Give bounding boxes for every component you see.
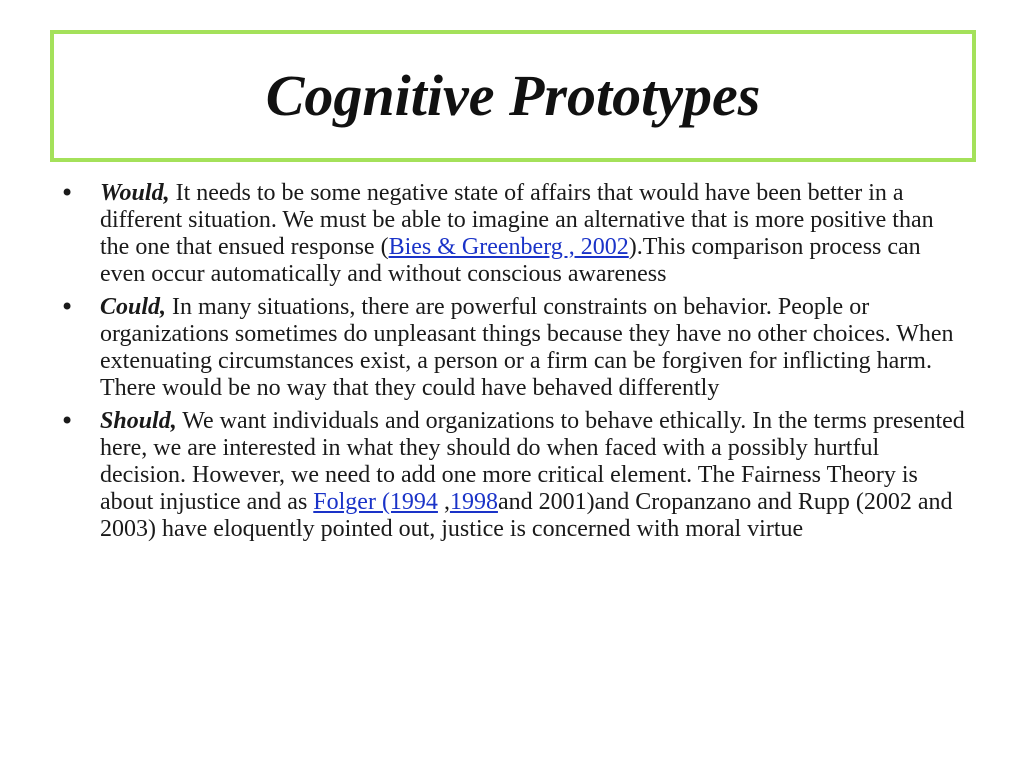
title-box <box>50 30 976 162</box>
citation-link-folger-1994[interactable]: Folger (1994 <box>313 489 438 515</box>
bullet-should <box>60 408 966 543</box>
bullet-icon: • <box>60 179 75 207</box>
bullet-icon: • <box>60 407 75 435</box>
bullet-text: We want individuals and organizations to behave ethically. In the terms presented here, we are interested in what they should do when faced with a possibly hurtful decision. However, we need to add one more critical element. The Fairness Theory is about injustice and as <box>100 408 965 515</box>
bullet-list <box>60 180 966 549</box>
bullet-lead-should: Should, <box>100 408 177 434</box>
bullet-would <box>60 180 966 288</box>
bullet-lead-could: Could, <box>100 294 167 320</box>
bullet-text: ).This comparison process can even occur automatically and without conscious awareness <box>100 234 921 287</box>
citation-link-bies-greenberg[interactable]: Bies & Greenberg , 2002 <box>388 234 629 260</box>
bullet-lead-would: Would, <box>100 180 170 206</box>
citation-link-folger-1998[interactable]: 1998 <box>449 489 498 515</box>
bullet-could <box>60 294 966 402</box>
bullet-text: It needs to be some negative state of affairs that would have been better in a different situation. We must be able to imagine an alternative that is more positive than the one that ensued response ( <box>100 180 934 260</box>
slide-title: Cognitive Prototypes <box>265 63 761 128</box>
bullet-icon: • <box>60 293 75 321</box>
bullet-text: , <box>437 489 450 515</box>
bullet-text: and 2001)and Cropanzano and Rupp (2002 and 2003) have eloquently pointed out, justice is concerned with moral virtue <box>100 489 953 542</box>
bullet-text: In many situations, there are powerful constraints on behavior. People or organizations sometimes do unpleasant things because they have no other choices. When extenuating circumstances exist, a person or a firm can be forgiven for inflicting harm. There would be no way that they could have behaved differently <box>100 294 954 401</box>
